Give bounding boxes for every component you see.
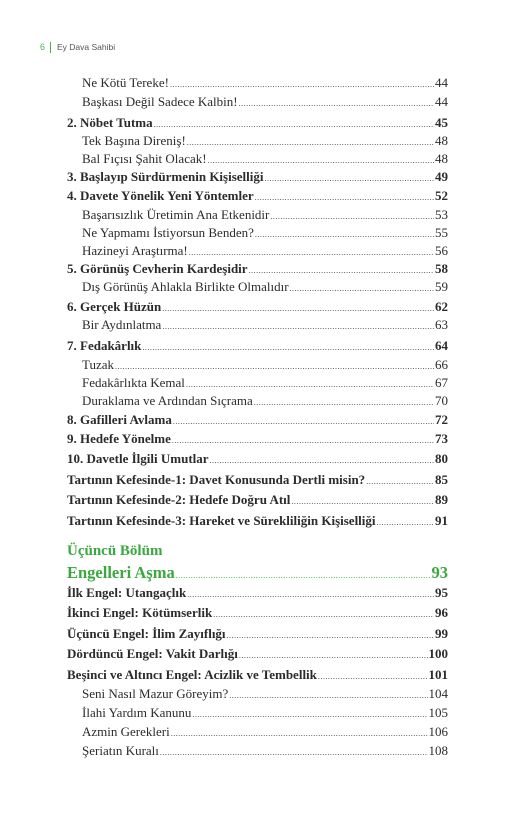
toc-entry-title: 5. Görünüş Cevherin Kardeşidir xyxy=(67,261,248,276)
toc-entry-title: Ne Kötü Tereke! xyxy=(82,75,169,90)
toc-leader-dots xyxy=(255,227,434,242)
toc-entry-title: Azmin Gerekleri xyxy=(82,724,170,739)
toc-entry[interactable] xyxy=(82,317,448,334)
toc-entry-title: 4. Davete Yönelik Yeni Yöntemler xyxy=(67,188,254,203)
toc-entry-title: Duraklama ve Ardından Sıçrama xyxy=(82,393,253,408)
toc-leader-dots xyxy=(318,669,428,684)
toc-entry[interactable] xyxy=(67,667,448,684)
toc-entry-title: İlk Engel: Utangaçlık xyxy=(67,585,187,600)
toc-entry[interactable] xyxy=(82,151,448,168)
toc-leader-dots xyxy=(160,745,428,760)
toc-entry-title: Şeriatın Kuralı xyxy=(82,743,159,758)
toc-entry-title: Beşinci ve Altıncı Engel: Acizlik ve Tembellik xyxy=(67,667,317,682)
toc-entry-title: 6. Gerçek Hüzün xyxy=(67,299,162,314)
toc-entry-page: 91 xyxy=(435,513,448,528)
toc-entry-page: 44 xyxy=(435,94,448,109)
toc-entry-page: 59 xyxy=(435,279,448,294)
toc-entry-title: Ne Yapmamı İstiyorsun Benden? xyxy=(82,225,254,240)
toc-entry-page: 49 xyxy=(435,169,448,184)
toc-entry[interactable] xyxy=(82,375,448,392)
toc-entry[interactable] xyxy=(67,188,448,205)
toc-entry[interactable] xyxy=(67,585,448,602)
toc-entry-page: 73 xyxy=(435,431,448,446)
toc-entry-page: 70 xyxy=(435,393,448,408)
toc-entry-title: Engelleri Aşma xyxy=(67,563,175,582)
toc-leader-dots xyxy=(115,359,434,374)
toc-leader-dots xyxy=(192,707,427,722)
toc-leader-dots xyxy=(227,628,434,643)
toc-leader-dots xyxy=(249,263,434,278)
toc-entry-page: 58 xyxy=(435,261,448,276)
header-divider xyxy=(50,42,51,53)
toc-leader-dots xyxy=(189,245,434,260)
toc-entry-page: 48 xyxy=(435,133,448,148)
toc-entry[interactable] xyxy=(82,743,448,760)
toc-entry-title: Hazineyi Araştırma! xyxy=(82,243,188,258)
toc-entry[interactable] xyxy=(82,243,448,260)
toc-entry[interactable] xyxy=(67,626,448,643)
toc-leader-dots xyxy=(172,433,434,448)
toc-entry[interactable] xyxy=(82,279,448,296)
toc-entry-page: 100 xyxy=(428,646,448,661)
book-title: Ey Dava Sahibi xyxy=(57,42,116,52)
toc-entry-page: 101 xyxy=(428,667,448,682)
toc-leader-dots xyxy=(377,515,434,530)
toc-entry-title: Bir Aydınlatma xyxy=(82,317,162,332)
toc-entry[interactable] xyxy=(67,605,448,622)
toc-entry-title: 2. Nöbet Tutma xyxy=(67,115,153,130)
toc-entry-title: Tartının Kefesinde-3: Hareket ve Sürekliliğin Kişiselliği xyxy=(67,513,376,528)
toc-leader-dots xyxy=(210,453,434,468)
page-number: 6 xyxy=(40,42,46,52)
toc-entry-title: 7. Fedakârlık xyxy=(67,338,142,353)
toc-entry[interactable] xyxy=(82,94,448,111)
toc-entry-page: 105 xyxy=(428,705,448,720)
toc-entry-page: 56 xyxy=(435,243,448,258)
toc-entry-page: 67 xyxy=(435,375,448,390)
toc-leader-dots xyxy=(366,474,434,489)
toc-leader-dots xyxy=(239,96,434,111)
toc-leader-dots xyxy=(186,377,434,392)
toc-entry-title: Fedakârlıkta Kemal xyxy=(82,375,185,390)
toc-entry-page: 63 xyxy=(435,317,448,332)
toc-entry-page: 95 xyxy=(435,585,448,600)
toc-entry-page: 89 xyxy=(435,492,448,507)
toc-entry[interactable] xyxy=(82,705,448,722)
toc-entry-page: 48 xyxy=(435,151,448,166)
toc-entry-title: 9. Hedefe Yönelme xyxy=(67,431,171,446)
toc-entry-title: Dış Görünüş Ahlakla Birlikte Olmalıdır xyxy=(82,279,289,294)
toc-entry-title: Başarısızlık Üretimin Ana Etkenidir xyxy=(82,207,270,222)
toc-entry[interactable] xyxy=(82,724,448,741)
toc-leader-dots xyxy=(170,77,434,92)
toc-entry-page: 66 xyxy=(435,357,448,372)
toc-entry-title: 8. Gafilleri Avlama xyxy=(67,412,172,427)
toc-entry-title: Seni Nasıl Mazur Göreyim? xyxy=(82,686,229,701)
toc-entry-title: 3. Başlayıp Sürdürmenin Kişiselliği xyxy=(67,169,264,184)
toc-leader-dots xyxy=(254,395,434,410)
toc-entry-page: 96 xyxy=(435,605,448,620)
toc-entry[interactable] xyxy=(67,513,448,530)
toc-entry-page: 93 xyxy=(431,563,448,582)
toc-entry-title: Tartının Kefesinde-2: Hedefe Doğru Atıl xyxy=(67,492,291,507)
toc-entry-page: 108 xyxy=(428,743,448,758)
toc-leader-dots xyxy=(229,688,427,703)
toc-entry-title: Tartının Kefesinde-1: Davet Konusunda Dertli misin? xyxy=(67,472,366,487)
toc-leader-dots xyxy=(142,340,434,355)
toc-entry[interactable] xyxy=(67,451,448,468)
toc-entry[interactable] xyxy=(82,357,448,374)
toc-entry-title: Başkası Değil Sadece Kalbin! xyxy=(82,94,238,109)
toc-leader-dots xyxy=(270,209,434,224)
toc-entry[interactable] xyxy=(82,393,448,410)
toc-entry[interactable] xyxy=(82,133,448,150)
toc-leader-dots xyxy=(173,414,434,429)
toc-leader-dots xyxy=(154,117,434,132)
toc-leader-dots xyxy=(187,587,434,602)
toc-entry[interactable] xyxy=(82,207,448,224)
toc-entry[interactable] xyxy=(67,565,448,583)
toc-entry-page: 55 xyxy=(435,225,448,240)
toc-entry-page: 62 xyxy=(435,299,448,314)
toc-entry[interactable] xyxy=(67,412,448,429)
toc-leader-dots xyxy=(291,494,434,509)
toc-entry[interactable] xyxy=(82,686,448,703)
toc-entry[interactable] xyxy=(67,472,448,489)
toc-leader-dots xyxy=(176,568,431,583)
toc-entry[interactable] xyxy=(82,225,448,242)
toc-entry-page: 85 xyxy=(435,472,448,487)
toc-entry-page: 64 xyxy=(435,338,448,353)
toc-entry-title: Dördüncü Engel: Vakit Darlığı xyxy=(67,646,238,661)
toc-entry[interactable] xyxy=(67,299,448,316)
running-header xyxy=(40,40,115,54)
toc-leader-dots xyxy=(265,171,435,186)
toc-entry[interactable] xyxy=(67,169,448,186)
toc-leader-dots xyxy=(187,135,434,150)
toc-entry-title: İlahi Yardım Kanunu xyxy=(82,705,192,720)
toc-entry-title: İkinci Engel: Kötümserlik xyxy=(67,605,213,620)
toc-entry[interactable] xyxy=(67,431,448,448)
toc-leader-dots xyxy=(255,190,434,205)
toc-entry-page: 52 xyxy=(435,188,448,203)
toc-leader-dots xyxy=(171,726,428,741)
toc-entry-page: 104 xyxy=(428,686,448,701)
toc-leader-dots xyxy=(239,648,428,663)
toc-entry-page: 99 xyxy=(435,626,448,641)
toc-entry[interactable] xyxy=(67,492,448,509)
toc-entry-title: Tek Başına Direniş! xyxy=(82,133,186,148)
section-heading: Üçüncü Bölüm xyxy=(67,543,163,559)
toc-entry-page: 53 xyxy=(435,207,448,222)
toc-entry-page: 44 xyxy=(435,75,448,90)
toc-entry-title: Tuzak xyxy=(82,357,115,372)
toc-entry[interactable] xyxy=(82,75,448,92)
toc-entry[interactable] xyxy=(67,115,448,132)
toc-entry-page: 106 xyxy=(428,724,448,739)
toc-entry-title: 10. Davetle İlgili Umutlar xyxy=(67,451,209,466)
toc-leader-dots xyxy=(290,281,434,296)
toc-entry-title: Bal Fıçısı Şahit Olacak! xyxy=(82,151,207,166)
toc-entry[interactable] xyxy=(67,261,448,278)
toc-leader-dots xyxy=(213,607,434,622)
toc-leader-dots xyxy=(162,319,434,334)
toc-entry-page: 72 xyxy=(435,412,448,427)
toc-entry-title: Üçüncü Engel: İlim Zayıflığı xyxy=(67,626,226,641)
toc-entry-page: 80 xyxy=(435,451,448,466)
toc-leader-dots xyxy=(162,301,434,316)
toc-entry-page: 45 xyxy=(435,115,448,130)
toc-leader-dots xyxy=(208,153,434,168)
toc-entry[interactable] xyxy=(67,338,448,355)
toc-entry[interactable] xyxy=(67,646,448,663)
